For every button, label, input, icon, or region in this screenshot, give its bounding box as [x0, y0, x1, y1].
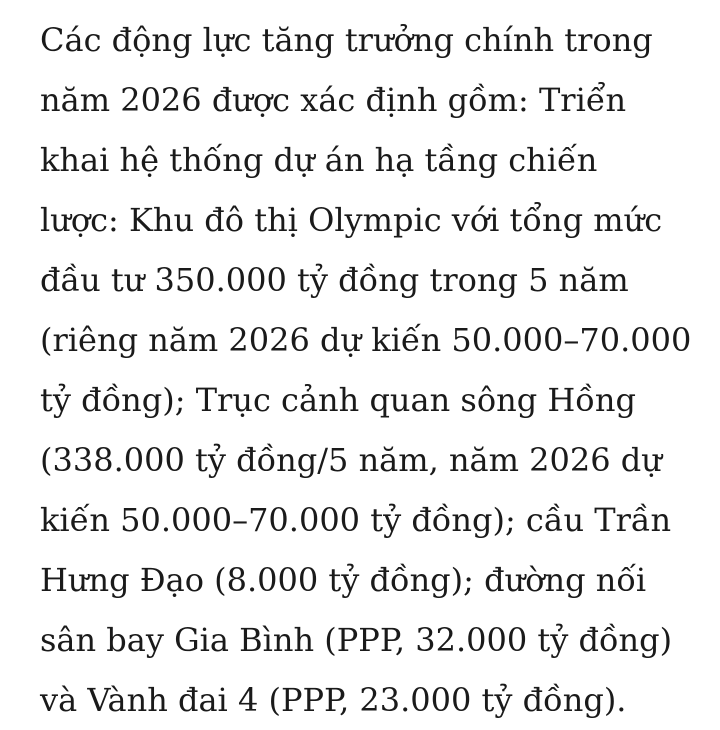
paragraph-line: lược: Khu đô thị Olympic với tổng mức: [40, 201, 663, 239]
paragraph-line: và Vành đai 4 (PPP, 23.000 tỷ đồng).: [40, 681, 627, 719]
paragraph-line: Các động lực tăng trưởng chính trong: [40, 21, 653, 59]
paragraph-line: khai hệ thống dự án hạ tầng chiến: [40, 141, 598, 179]
paragraph-line: (338.000 tỷ đồng/5 năm, năm 2026 dự: [40, 441, 662, 479]
paragraph-line: đầu tư 350.000 tỷ đồng trong 5 năm: [40, 261, 629, 299]
paragraph-line: kiến 50.000–70.000 tỷ đồng); cầu Trần: [40, 501, 672, 539]
paragraph-line: tỷ đồng); Trục cảnh quan sông Hồng: [40, 381, 636, 419]
paragraph-line: năm 2026 được xác định gồm: Triển: [40, 81, 627, 119]
paragraph-line: sân bay Gia Bình (PPP, 32.000 tỷ đồng): [40, 621, 673, 659]
paragraph-line: (riêng năm 2026 dự kiến 50.000–70.000: [40, 321, 692, 359]
paragraph-line: Hưng Đạo (8.000 tỷ đồng); đường nối: [40, 561, 647, 599]
article-paragraph: [40, 10, 710, 730]
